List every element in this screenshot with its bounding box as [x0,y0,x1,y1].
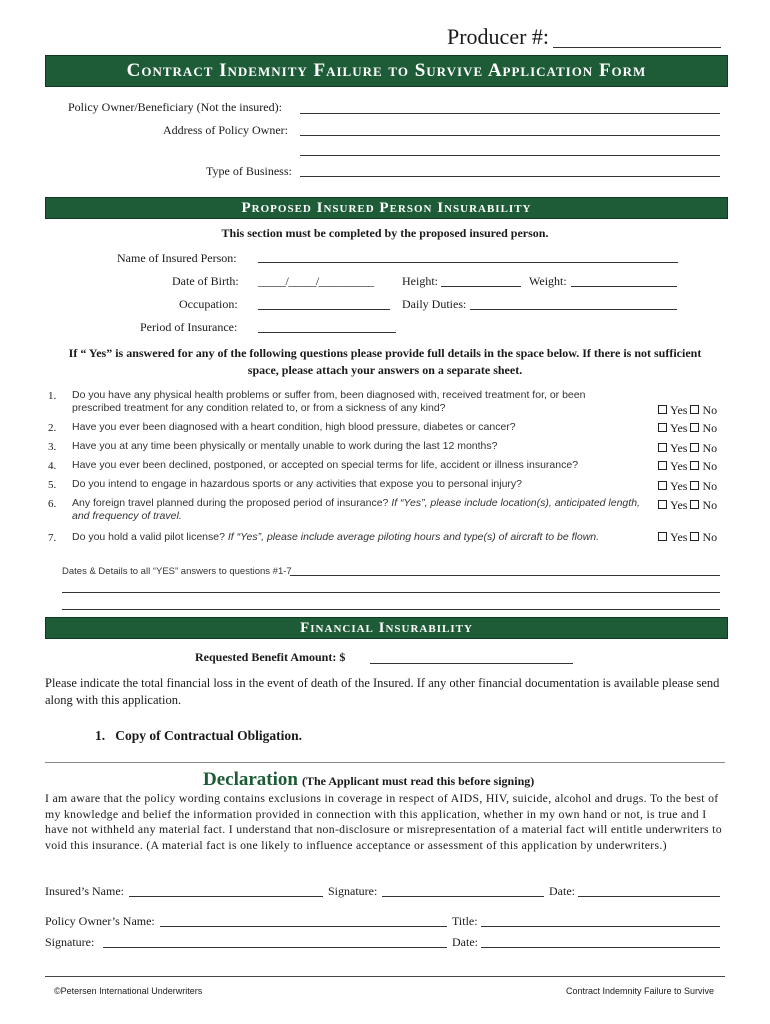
question-text-italic: If “Yes”, please include location(s), anticipated length, and frequency of travel. [72,497,640,522]
question-text-main: Have you ever been declined, postponed, or accepted on special terms for life, accident or illness insurance? [72,459,579,471]
insurability-section-title: Proposed Insured Person Insurability [45,197,728,219]
question-text-main: Have you at any time been physically or mentally unable to work during the last 12 months? [72,440,498,452]
insured-name-field[interactable] [258,262,678,263]
dob-label: Date of Birth: [172,274,239,288]
yes-checkbox[interactable] [658,500,667,509]
yes-no-options [658,421,717,436]
declaration-title: Declaration [203,769,298,790]
period-field[interactable] [258,332,396,333]
owner-signature-field[interactable] [103,947,447,948]
question-number: 6. [48,498,57,510]
period-label: Period of Insurance: [140,320,238,334]
divider [45,762,725,763]
occupation-field[interactable] [258,309,390,310]
producer-label: Producer #: [447,24,550,49]
details-field-3[interactable] [62,609,720,610]
weight-field[interactable] [571,286,677,287]
financial-section-title: Financial Insurability [45,617,728,639]
title-field[interactable] [481,926,720,927]
benefit-amount-field[interactable] [370,663,573,664]
yes-label: Yes [670,530,688,544]
details-field-2[interactable] [62,592,720,593]
benefit-amount-label: Requested Benefit Amount: $ [195,650,346,664]
yes-label: Yes [670,479,688,493]
no-label: No [702,479,718,493]
address-field-2[interactable] [300,155,720,156]
yes-label: Yes [670,403,688,417]
yes-label: Yes [670,421,688,435]
policy-owner-field[interactable] [300,113,720,114]
financial-item: 1. Copy of Contractual Obligation. [95,728,303,743]
no-label: No [702,530,718,544]
no-checkbox[interactable] [690,423,699,432]
owner-name-label: Policy Owner’s Name: [45,914,155,928]
no-checkbox[interactable] [690,443,699,452]
declaration-subtitle: (The Applicant must read this before signing) [301,774,535,788]
no-label: No [702,421,718,435]
yes-checkbox[interactable] [658,443,667,452]
declaration-text: I am aware that the policy wording contains exclusions in coverage in respect of AIDS, HIV, suicide, alcohol and drugs. To the best of my knowledge and belief the information provided in connection with this application, whether in my own hand or not, is true and I have not withheld any material fact. I understand that non-disclosure or misrepresentation of a material fact will entitle underwriters to void this insurance. (A material fact is one likely to influence acceptance or assessment of this application by underwriters.) [45,791,722,852]
address-label: Address of Policy Owner: [163,123,288,137]
owner-signature-label: Signature: [45,935,95,949]
height-field[interactable] [441,286,521,287]
instructions: If “ Yes” is answered for any of the following questions please provide full details in the space below. If there is not sufficient space, please attach your answers on a separate sheet. [68,346,702,377]
footer-left: ©Petersen International Underwriters [54,986,203,996]
yes-checkbox[interactable] [658,405,667,414]
policy-owner-label: Policy Owner/Beneficiary (Not the insured): [68,100,282,114]
no-label: No [702,498,718,512]
yes-checkbox[interactable] [658,481,667,490]
yes-no-options [658,441,717,456]
question-text-main: Do you hold a valid pilot license? [72,531,225,543]
no-checkbox[interactable] [690,500,699,509]
height-label: Height: [402,274,438,288]
yes-checkbox[interactable] [658,532,667,541]
form-title: Contract Indemnity Failure to Survive Application Form [45,55,728,87]
no-checkbox[interactable] [690,481,699,490]
yes-no-options [658,403,717,418]
question-text [72,459,632,472]
owner-name-field[interactable] [160,926,447,927]
question-text [72,440,632,453]
question-text [72,497,642,523]
business-type-field[interactable] [300,176,720,177]
title-label: Title: [452,914,478,928]
producer-number-field[interactable] [553,47,721,48]
insurability-note: This section must be completed by the proposed insured person. [221,226,549,240]
yes-label: Yes [670,441,688,455]
date-field[interactable] [578,896,720,897]
question-text [72,421,632,434]
yes-label: Yes [670,459,688,473]
owner-date-field[interactable] [481,947,720,948]
date-label: Date: [549,884,575,898]
yes-no-options [658,459,717,474]
question-text [72,389,592,415]
question-text-main: Do you have any physical health problems or suffer from, been diagnosed with, received treatment for, or been prescribed treatment for any condition related to, or from a sickness of any kind? [72,389,586,414]
question-text-main: Any foreign travel planned during the proposed period of insurance? [72,497,389,509]
business-type-label: Type of Business: [206,164,292,178]
question-number: 4. [48,460,57,472]
question-text-italic: If “Yes”, please include average piloting hours and type(s) of aircraft to be flown. [224,531,600,543]
question-number: 1. [48,390,57,402]
yes-checkbox[interactable] [658,461,667,470]
insured-name-sign-field[interactable] [129,896,323,897]
financial-paragraph: Please indicate the total financial loss in the event of death of the Insured. If any other financial documentation is available please send along with this application. [45,676,720,707]
question-number: 2. [48,422,57,434]
no-label: No [702,459,718,473]
declaration-heading [203,769,534,791]
details-label: Dates & Details to all “YES” answers to questions #1-7 [62,566,292,577]
no-checkbox[interactable] [690,532,699,541]
insured-name-label: Name of Insured Person: [117,251,237,265]
signature-field[interactable] [382,896,544,897]
question-text-main: Do you intend to engage in hazardous sports or any activities that expose you to personal injury? [72,478,523,490]
yes-no-options [658,479,717,494]
question-text [72,531,652,544]
owner-date-label: Date: [452,935,478,949]
occupation-label: Occupation: [179,297,238,311]
no-checkbox[interactable] [690,405,699,414]
daily-duties-label: Daily Duties: [402,297,467,311]
no-label: No [702,441,718,455]
dob-field[interactable]: _____/_____/__________ [258,274,374,288]
yes-no-options [658,498,717,513]
footer-divider [45,976,725,977]
question-number: 7. [48,532,57,544]
footer-right: Contract Indemnity Failure to Survive [566,986,715,996]
yes-no-options [658,530,717,545]
yes-label: Yes [670,498,688,512]
yes-checkbox[interactable] [658,423,667,432]
daily-duties-field[interactable] [470,309,677,310]
no-label: No [702,403,718,417]
weight-label: Weight: [529,274,567,288]
details-field-1[interactable] [290,575,720,576]
question-text [72,478,632,491]
insured-name-sign-label: Insured’s Name: [45,884,124,898]
question-text-main: Have you ever been diagnosed with a heart condition, high blood pressure, diabetes or cancer? [72,421,516,433]
question-number: 5. [48,479,57,491]
signature-label: Signature: [328,884,378,898]
question-number: 3. [48,441,57,453]
no-checkbox[interactable] [690,461,699,470]
address-field-1[interactable] [300,135,720,136]
